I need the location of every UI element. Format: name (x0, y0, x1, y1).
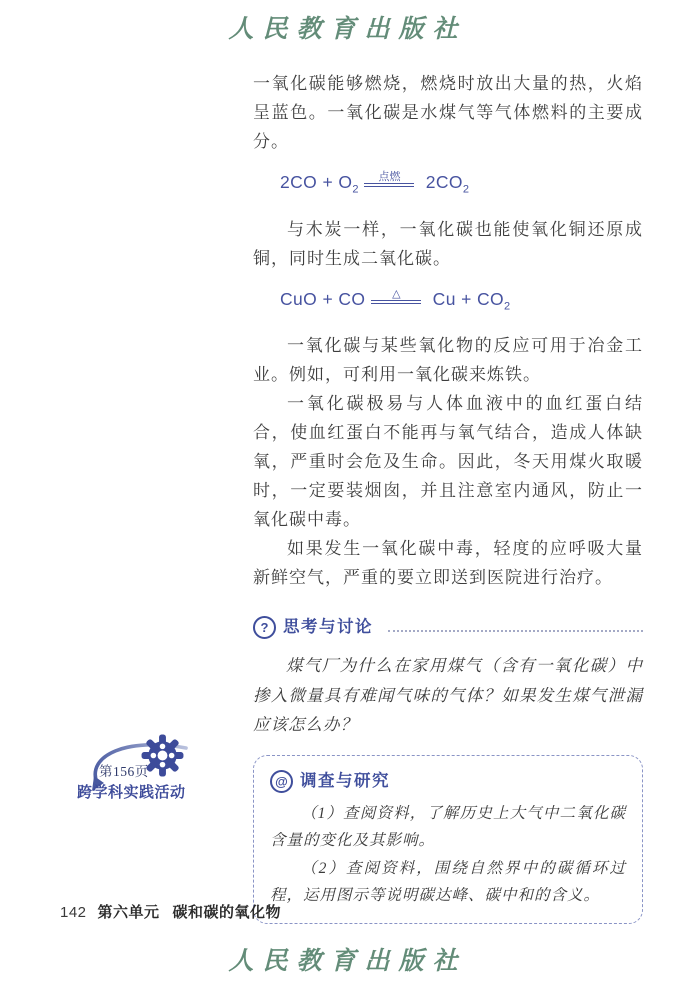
equation-lhs: CuO + CO (280, 288, 366, 309)
reaction-condition-label: △ (392, 287, 401, 300)
paragraph-first-aid: 如果发生一氧化碳中毒，轻度的应呼吸大量新鲜空气，严重的要立即送到医院进行治疗。 (253, 539, 643, 587)
double-line-equals (371, 300, 421, 304)
cross-reference-note (70, 731, 222, 803)
question-mark-icon (253, 616, 276, 639)
unit-title: 第六单元 (97, 904, 160, 921)
research-box (253, 755, 643, 924)
research-task-2: （2）查阅资料，围绕自然界中的碳循环过程，运用图示等说明碳达峰、碳中和的含义。 (270, 859, 626, 904)
at-sign-icon (270, 770, 293, 793)
paragraph-metallurgy: 一氧化碳与某些氧化物的反应可用于冶金工业。例如，可利用一氧化碳来炼铁。 (253, 336, 643, 384)
page-reference: 第156页 (99, 764, 149, 779)
equation-co-combustion (280, 165, 643, 205)
equation-rhs-subscript: 2 (462, 183, 470, 196)
equation-cuo-reduction (280, 282, 643, 322)
cross-curricular-activity-label: 跨学科实践活动 (77, 784, 186, 801)
paragraph-cuo-reduction: 与木炭一样，一氧化碳也能使氧化铜还原成铜，同时生成二氧化碳。 (253, 219, 643, 268)
equation-lhs-subscript: 2 (352, 183, 359, 196)
page-footer (60, 901, 281, 922)
main-text-column (253, 69, 643, 924)
at-sign-glyph: @ (275, 773, 288, 789)
page-number: 142 (60, 904, 87, 921)
think-discuss-header (253, 613, 643, 642)
think-discuss-title: 思考与讨论 (283, 618, 373, 636)
paragraph-co-combustion: 一氧化碳能够燃烧，燃烧时放出大量的热，火焰呈蓝色。一氧化碳是水煤气等气体燃料的主要成分。 (253, 74, 643, 151)
question-mark-glyph: ? (260, 620, 269, 635)
publisher-logo-bottom: 人民教育出版社 (228, 946, 467, 975)
publisher-logo-top: 人民教育出版社 (228, 14, 467, 43)
research-box-title: 调查与研究 (300, 771, 390, 790)
equation-rhs-subscript: 2 (504, 300, 511, 312)
dotted-leader-line (388, 624, 643, 632)
equation-lhs: 2CO + O (280, 172, 353, 192)
equation-rhs: 2CO (420, 172, 463, 192)
research-task-1: （1）查阅资料，了解历史上大气中二氧化碳含量的变化及其影响。 (270, 804, 626, 849)
research-box-header (270, 767, 626, 796)
reaction-condition-arrow (363, 165, 415, 192)
chapter-title: 碳和碳的氧化物 (172, 904, 282, 921)
equation-rhs: Cu + CO (427, 288, 505, 309)
paragraph-toxicity: 一氧化碳极易与人体血液中的血红蛋白结合，使血红蛋白不能再与氧气结合，造成人体缺氧，严重时会危及生命。因此，冬天用煤火取暖时，一定要装烟囱，并且注意室内通风，防止一氧化碳中毒。 (253, 394, 643, 529)
double-line-equals (364, 183, 414, 187)
reaction-condition-arrow (370, 282, 422, 309)
reaction-condition-label: 点燃 (378, 171, 401, 183)
discussion-question: 煤气厂为什么在家用煤气（含有一氧化碳）中掺入微量具有难闻气味的气体？如果发生煤气泄漏应该怎么办？ (253, 656, 643, 734)
